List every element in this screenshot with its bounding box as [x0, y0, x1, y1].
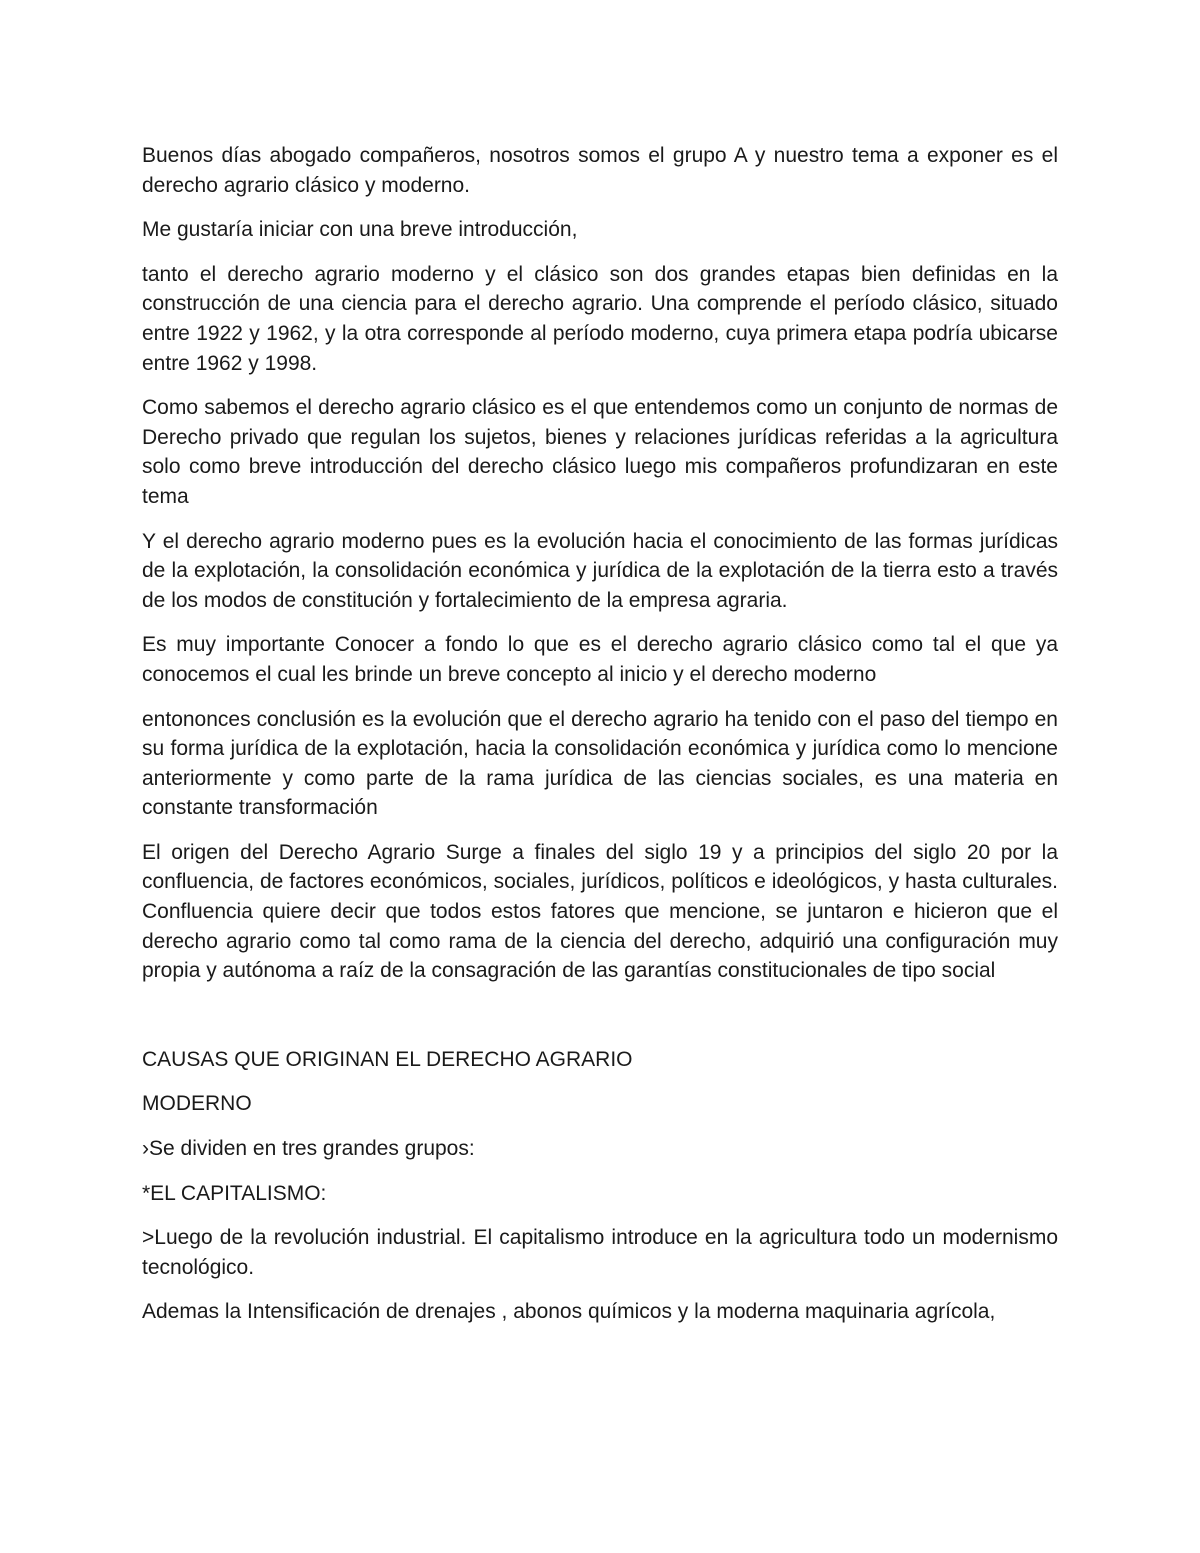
paragraph-capitalism-1: >Luego de la revolución industrial. El capitalismo introduce en la agricultura todo un modernismo tecnológico. [142, 1226, 1058, 1279]
paragraph-greeting: Buenos días abogado compañeros, nosotros somos el grupo A y nuestro tema a exponer es el derecho agrario clásico y moderno. [142, 144, 1058, 197]
paragraph-stages: tanto el derecho agrario moderno y el clásico son dos grandes etapas bien definidas en la construcción de una ciencia para el derecho agrario. Una comprende el período clásico, situado entre 1922 y 1962, y la otra corresponde al período moderno, cuya primera etapa podría ubicarse entre 1962 y 1998. [142, 262, 1058, 375]
section-intro: ›Se dividen en tres grandes grupos: [142, 1137, 475, 1161]
paragraph-importance: Es muy importante Conocer a fondo lo que es el derecho agrario clásico como tal el que ya conocemos el cual les brinde un breve concepto al inicio y el derecho moderno [142, 633, 1058, 686]
group-title-capitalism: *EL CAPITALISMO: [142, 1181, 327, 1205]
paragraph-classic-law: Como sabemos el derecho agrario clásico es el que entendemos como un conjunto de normas de Derecho privado que regulan los sujetos, bienes y relaciones jurídicas referidas a la agricultura solo como breve introducción del derecho clásico luego mis compañeros profundizaran en este tema [142, 396, 1058, 508]
section-heading-line2: MODERNO [142, 1092, 252, 1116]
paragraph-introduction: Me gustaría iniciar con una breve introducción, [142, 218, 578, 242]
section-heading-line1: CAUSAS QUE ORIGINAN EL DERECHO AGRARIO [142, 1047, 633, 1071]
blank-line [142, 1001, 1058, 1045]
document-page [142, 141, 1058, 1342]
paragraph-origin: El origen del Derecho Agrario Surge a finales del siglo 19 y a principios del siglo 20 por la confluencia, de factores económicos, sociales, jurídicos, políticos e ideológicos, y hasta culturales. Confluencia quiere decir que todos estos fatores que mencione, se juntaron e hicieron que el derecho agrario como tal como rama de la ciencia del derecho, adquirió una configuración muy propia y autónoma a raíz de la consagración de las garantías constitucionales de tipo social [142, 840, 1058, 983]
paragraph-modern-law: Y el derecho agrario moderno pues es la evolución hacia el conocimiento de las formas jurídicas de la explotación, la consolidación económica y jurídica de la explotación de la tierra esto a través de los modos de constitución y fortalecimiento de la empresa agraria. [142, 529, 1058, 612]
paragraph-conclusion: entononces conclusión es la evolución que el derecho agrario ha tenido con el paso del tiempo en su forma jurídica de la explotación, hacia la consolidación económica y jurídica como lo mencione anteriormente y como parte de la rama jurídica de las ciencias sociales, es una materia en constante transformación [142, 707, 1058, 820]
paragraph-capitalism-2: Ademas la Intensificación de drenajes , abonos químicos y la moderna maquinaria agrícola, [142, 1300, 996, 1324]
